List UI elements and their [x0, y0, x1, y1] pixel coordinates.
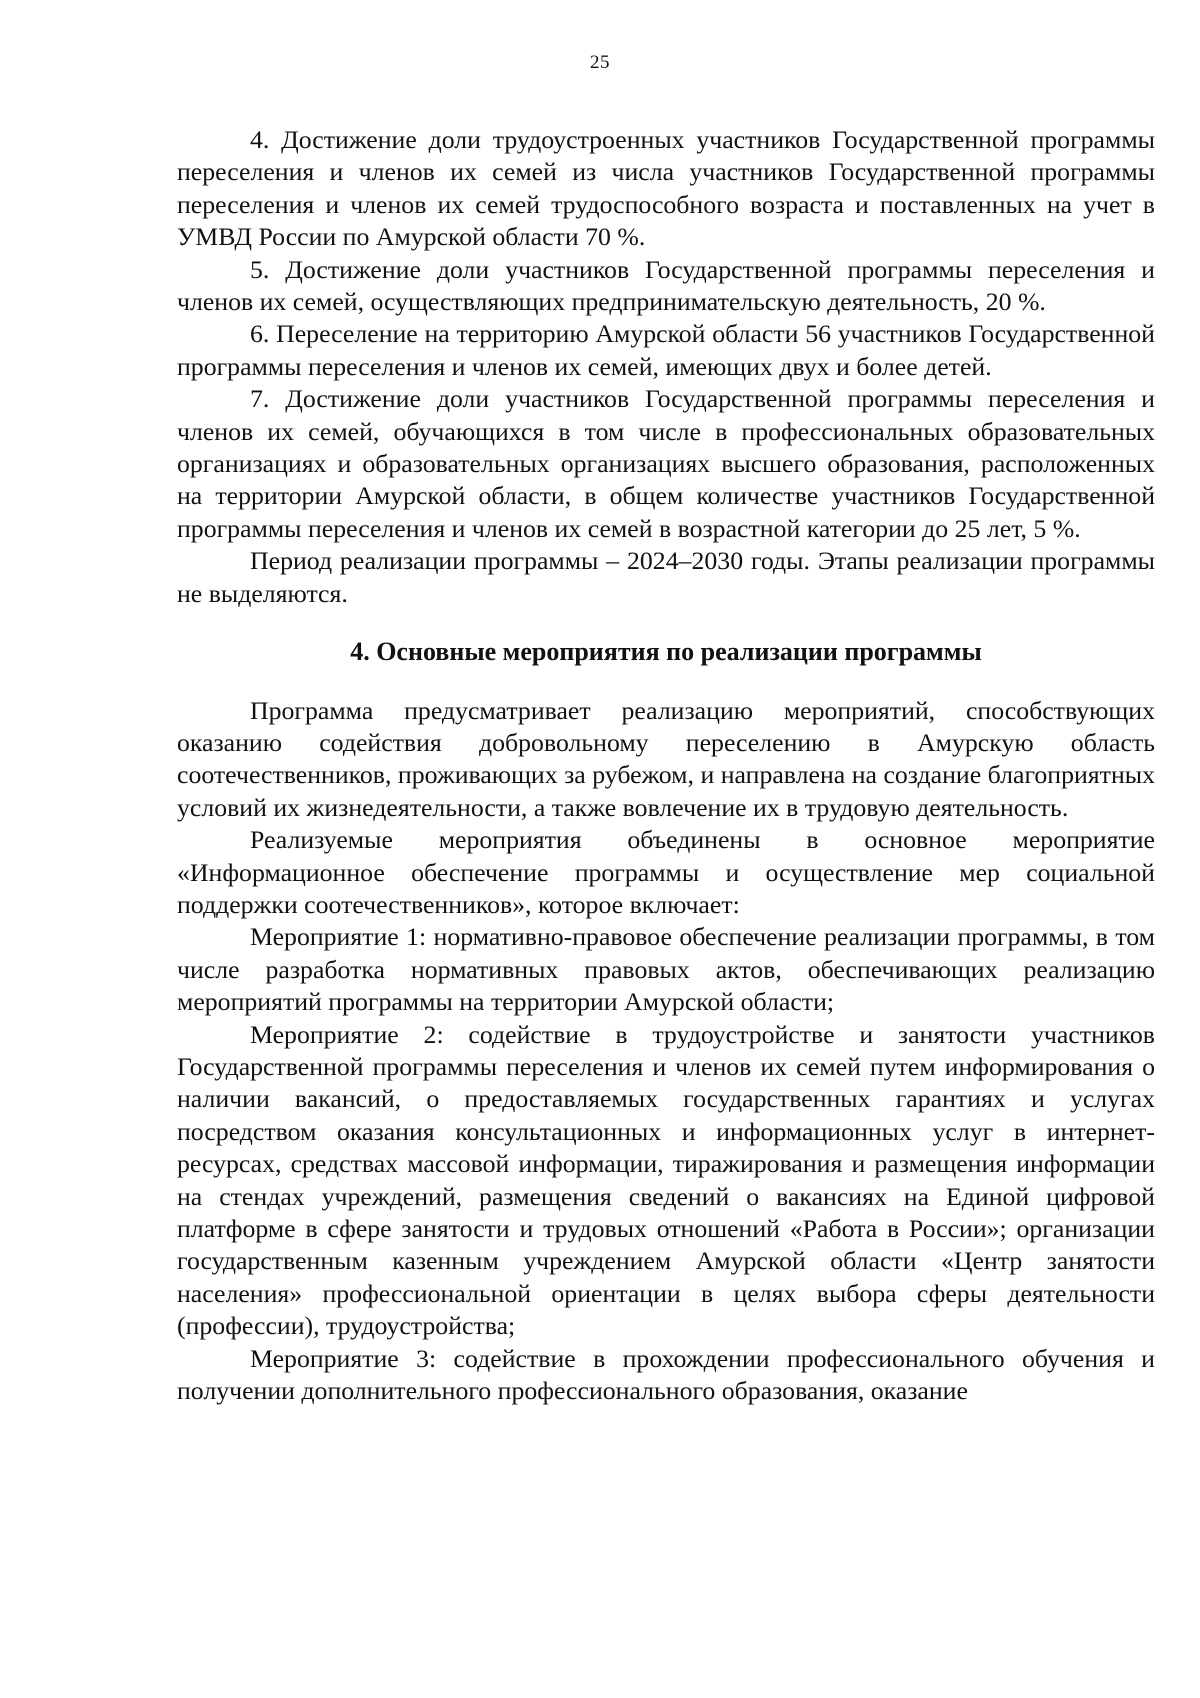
main-measure-paragraph: Реализуемые мероприятия объединены в основное мероприятие «Информационное обеспечение программы и осуществление мер социальной поддержки соотечественников», которое включает:	[177, 825, 1155, 919]
page-number: 25	[590, 52, 610, 73]
page-content	[177, 124, 1155, 1407]
measure-2-paragraph: Мероприятие 2: содействие в трудоустройстве и занятости участников Государственной программы переселения и членов их семей путем информирования о наличии вакансий, о предоставляемых государственных гарантиях и услугах посредством оказания консультационных и информационных услуг в интернет-ресурсах, средствах массовой информации, тиражирования и размещения информации на стендах учреждений, размещения сведений о вакансиях на Единой цифровой платформе в сфере занятости и трудовых отношений «Работа в России»; организации государственным казенным учреждением Амурской области «Центр занятости населения» профессиональной ориентации в целях выбора сферы деятельности (профессии), трудоустройства;	[177, 1019, 1155, 1341]
measure-3-paragraph: Мероприятие 3: содействие в прохождении профессионального обучения и получении дополнительного профессионального образования, оказание	[177, 1343, 1155, 1406]
goal-item-7: 7. Достижение доли участников Государственной программы переселения и членов их семей, обучающихся в том числе в профессиональных образовательных организациях и образовательных организациях высшего образования, расположенных на территории Амурской области, в общем количестве участников Государственной программы переселения и членов их семей в возрастной категории до 25 лет, 5 %.	[177, 384, 1155, 543]
goal-item-6: 6. Переселение на территорию Амурской области 56 участников Государственной программы переселения и членов их семей, имеющих двух и более детей.	[177, 319, 1155, 381]
goal-item-5: 5. Достижение доли участников Государственной программы переселения и членов их семей, осуществляющих предпринимательскую деятельность, 20 %.	[177, 254, 1155, 317]
measure-1-paragraph: Мероприятие 1: нормативно-правовое обеспечение реализации программы, в том числе разработка нормативных правовых актов, обеспечивающих реализацию мероприятий программы на территории Амурской области;	[177, 922, 1155, 1017]
program-intro-paragraph: Программа предусматривает реализацию мероприятий, способствующих оказанию содействия добровольному переселению в Амурскую область соотечественников, проживающих за рубежом, и направлена на создание благоприятных условий их жизнедеятельности, а также вовлечение их в трудовую деятельность.	[177, 695, 1155, 822]
implementation-period-paragraph: Период реализации программы – 2024–2030 годы. Этапы реализации программы не выделяются.	[177, 546, 1155, 608]
section-heading: 4. Основные мероприятия по реализации программы	[350, 637, 982, 667]
goal-item-4: 4. Достижение доли трудоустроенных участников Государственной программы переселения и членов их семей из числа участников Государственной программы переселения и членов их семей трудоспособного возраста и поставленных на учет в УМВД России по Амурской области 70 %.	[177, 125, 1155, 252]
